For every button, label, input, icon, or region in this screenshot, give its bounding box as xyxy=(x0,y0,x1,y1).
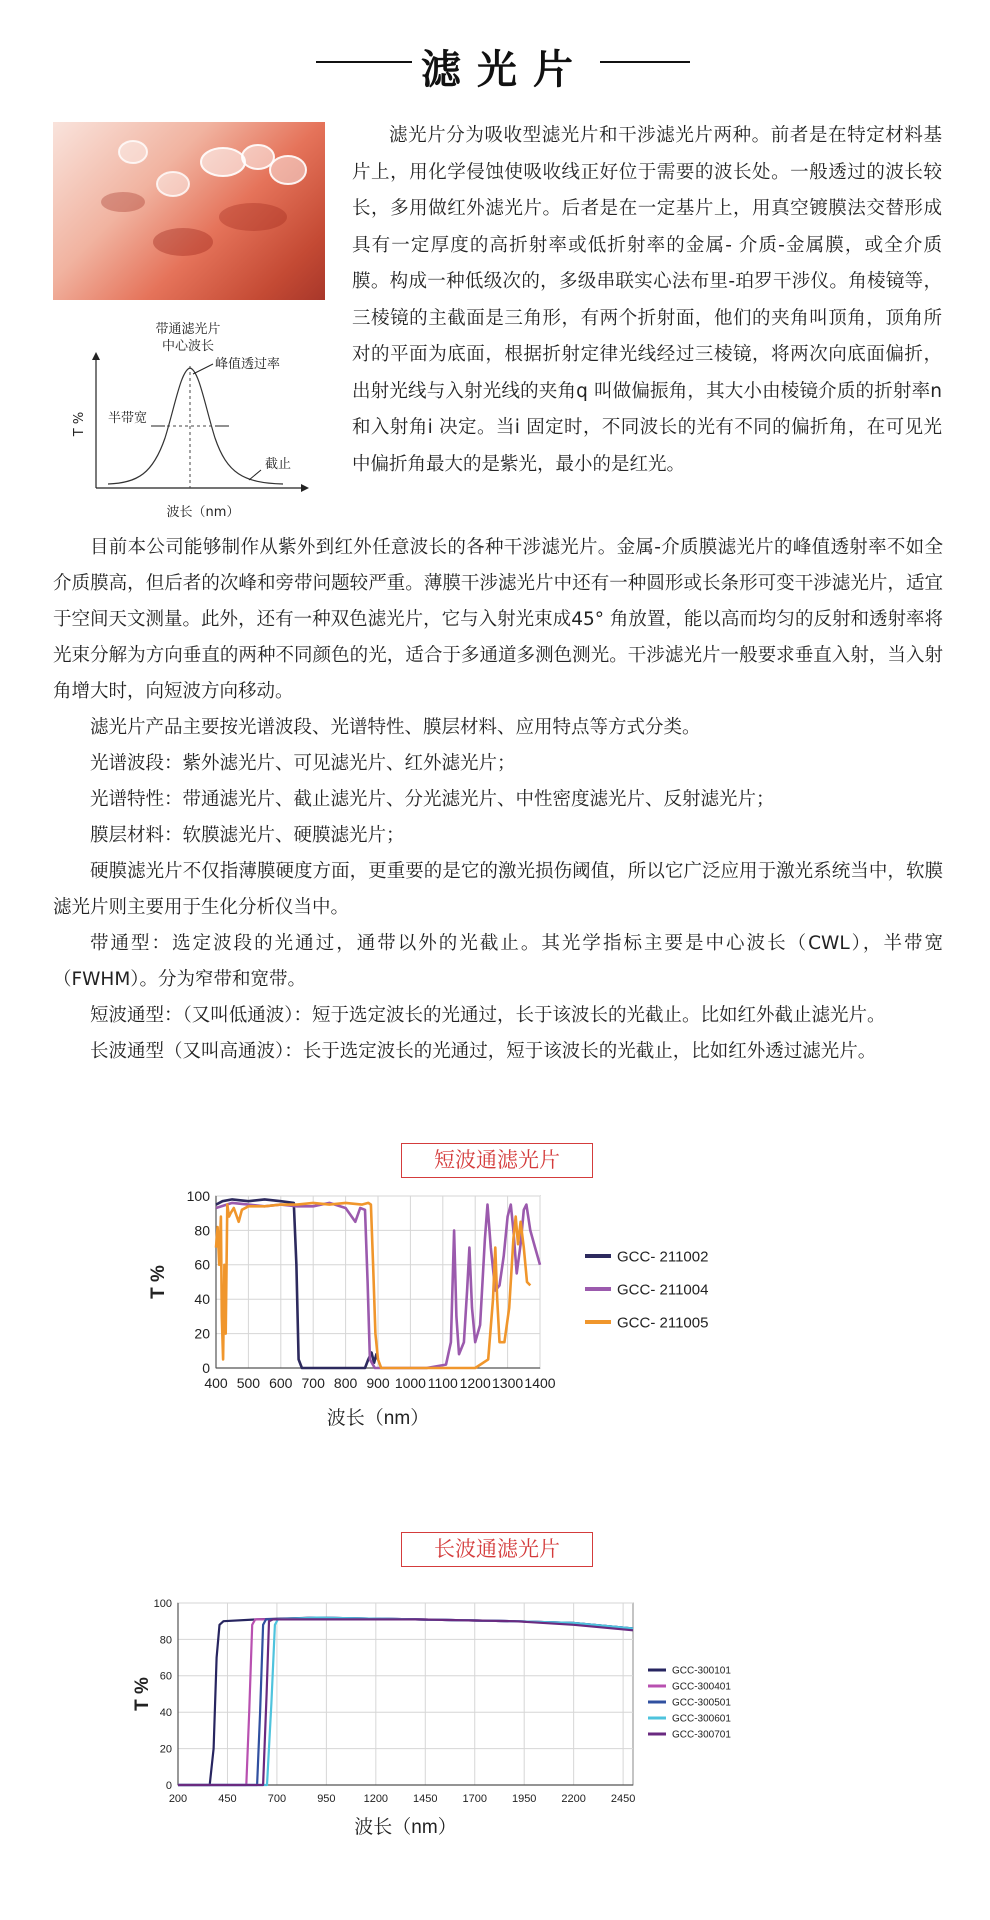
bandpass-diagram xyxy=(53,318,325,523)
y-tick-label: 60 xyxy=(159,1670,172,1683)
paragraph-spectral-property: 光谱特性：带通滤光片、截止滤光片、分光滤光片、中性密度滤光片、反射滤光片； xyxy=(90,789,775,810)
paragraph-hard-film: 硬膜滤光片不仅指薄膜硬度方面，更重要的是它的激光损伤阈值，所以它广泛应用于激光系统当中，软膜滤光片则主要用于生化分析仪当中。 xyxy=(53,861,943,918)
x-tick-label: 800 xyxy=(333,1375,358,1391)
legend-label-3: GCC-300601 xyxy=(672,1713,731,1725)
paragraph-bandpass: 带通型：选定波段的光通过，通带以外的光截止。其光学指标主要是中心波长（CWL），半带宽（FWHM）。分为窄带和宽带。 xyxy=(53,933,943,990)
y-tick-label: 40 xyxy=(194,1291,210,1308)
y-tick-label: 0 xyxy=(165,1779,172,1792)
title-row xyxy=(0,38,990,93)
paragraph-long-pass: 长波通型（又叫高通波）：长于选定波长的光通过，短于该波长的光截止，比如红外透过滤光片。 xyxy=(90,1041,877,1062)
long-pass-caption: 长波通滤光片 xyxy=(401,1532,593,1567)
paragraph-classification: 滤光片产品主要按光谱波段、光谱特性、膜层材料、应用特点等方式分类。 xyxy=(90,717,701,738)
y-tick-label: 40 xyxy=(159,1707,172,1720)
long-pass-chart-svg xyxy=(132,1585,900,1890)
legend-label-2: GCC- 211005 xyxy=(617,1314,709,1332)
diagram-x-label: 波长（nm） xyxy=(166,505,240,520)
diagram-cutoff-pointer xyxy=(249,470,261,480)
x-tick-label: 400 xyxy=(204,1375,228,1391)
lens-illustration xyxy=(53,122,325,300)
legend-label-1: GCC- 211004 xyxy=(617,1281,709,1299)
legend-label-4: GCC-300701 xyxy=(672,1729,731,1741)
x-tick-label: 500 xyxy=(236,1375,261,1391)
x-tick-label: 200 xyxy=(168,1793,188,1805)
x-tick-label: 1450 xyxy=(413,1793,438,1805)
x-tick-label: 950 xyxy=(317,1793,336,1805)
intro-paragraph: 滤光片分为吸收型滤光片和干涉滤光片两种。前者是在特定材料基片上，用化学侵蚀使吸收线正好位于需要的波长处。一般透过的波长较长，多用做红外滤光片。后者是在一定基片上，用真空镀膜法交替形成具有一定厚度的高折射率或低折射率的金属- 介质-金属膜，或全介质膜。构成一种低级次的，多级串联实心法布里-珀罗干涉仪。角棱镜等，三棱镜的主截面是三角形，有两个折射面，他们的夹角叫顶角，顶角所对的平面为底面，根据折射定律光线经过三棱镜，将两次向底面偏折，出射光线与入射光线的夹角q 叫做偏振角，其大小由棱镜介质的折射率n 和入射角i 决定。当i 固定时，不同波长的光有不同的偏折角，在可见光中偏折角最大的是紫光，最小的是红光。 xyxy=(352,125,942,475)
diagram-y-label: T % xyxy=(72,411,87,437)
x-tick-label: 900 xyxy=(366,1375,390,1391)
page-title: 滤光片 xyxy=(421,47,589,93)
legend-label-1: GCC-300401 xyxy=(672,1681,731,1693)
x-tick-label: 1700 xyxy=(462,1793,487,1805)
x-axis-label: 波长（nm） xyxy=(354,1817,457,1838)
x-tick-label: 1950 xyxy=(511,1793,537,1805)
paragraph-short-pass: 短波通型：（又叫低通波）：短于选定波长的光通过，长于该波长的光截止。比如红外截止滤光片。 xyxy=(90,1005,886,1026)
diagram-bandpass-curve xyxy=(108,368,283,484)
x-tick-label: 700 xyxy=(301,1375,325,1391)
long-pass-chart xyxy=(132,1585,900,1890)
y-tick-label: 100 xyxy=(153,1597,172,1610)
y-tick-label: 20 xyxy=(194,1325,210,1342)
diagram-y-arrow xyxy=(92,352,100,360)
x-tick-label: 2200 xyxy=(561,1793,586,1805)
legend-label-2: GCC-300501 xyxy=(672,1697,731,1709)
x-tick-label: 1000 xyxy=(394,1375,426,1391)
paragraph-spectral-band: 光谱波段：紫外滤光片、可见滤光片、红外滤光片； xyxy=(90,753,516,774)
x-tick-label: 2450 xyxy=(610,1793,636,1805)
legend-label-0: GCC- 211002 xyxy=(617,1248,709,1266)
diagram-x-arrow xyxy=(301,484,309,492)
product-photo xyxy=(53,122,325,300)
y-axis-label: T % xyxy=(132,1677,153,1711)
diagram-top-label-2: 中心波长 xyxy=(161,339,215,354)
body-text xyxy=(53,530,943,1070)
x-tick-label: 600 xyxy=(269,1375,293,1391)
x-axis-label: 波长（nm） xyxy=(326,1408,430,1429)
y-tick-label: 100 xyxy=(186,1187,210,1204)
diagram-top-label-1: 带通滤光片 xyxy=(155,322,221,337)
short-pass-caption: 短波通滤光片 xyxy=(401,1143,593,1178)
legend-label-0: GCC-300101 xyxy=(672,1665,731,1677)
diagram-peak-label: 峰值透过率 xyxy=(215,357,281,372)
diagram-peak-pointer xyxy=(193,364,213,374)
x-tick-label: 1400 xyxy=(524,1375,556,1391)
paragraph-film-material: 膜层材料：软膜滤光片、硬膜滤光片； xyxy=(90,825,405,846)
short-pass-chart-svg xyxy=(140,1187,900,1520)
title-left-rule xyxy=(316,61,412,63)
y-tick-label: 80 xyxy=(159,1634,172,1647)
short-pass-chart xyxy=(140,1187,900,1520)
x-tick-label: 1200 xyxy=(363,1793,389,1805)
plot-area xyxy=(178,1603,633,1785)
x-tick-label: 700 xyxy=(267,1793,287,1805)
diagram-half-label: 半带宽 xyxy=(108,411,148,426)
y-tick-label: 0 xyxy=(202,1359,210,1376)
paragraph-interference: 目前本公司能够制作从紫外到红外任意波长的各种干涉滤光片。金属-介质膜滤光片的峰值透射率不如全介质膜高，但后者的次峰和旁带问题较严重。薄膜干涉滤光片中还有一种圆形或长条形可变干涉滤光片，适宜于空间天文测量。此外，还有一种双色滤光片，它与入射光束成45° 角放置，能以高而均匀的反射和透射率将光束分解为方向垂直的两种不同颜色的光，适合于多通道多测色测光。干涉滤光片一般要求垂直入射，当入射角增大时，向短波方向移动。 xyxy=(53,537,943,702)
x-tick-label: 1100 xyxy=(427,1375,458,1391)
y-tick-label: 20 xyxy=(159,1743,172,1756)
y-tick-label: 60 xyxy=(194,1256,210,1273)
x-tick-label: 1300 xyxy=(492,1375,524,1391)
title-right-rule xyxy=(600,61,690,63)
x-tick-label: 450 xyxy=(218,1793,237,1805)
x-tick-label: 1200 xyxy=(459,1375,491,1391)
diagram-cutoff-label: 截止 xyxy=(265,457,292,472)
y-axis-label: T % xyxy=(148,1265,169,1299)
y-tick-label: 80 xyxy=(194,1222,210,1239)
